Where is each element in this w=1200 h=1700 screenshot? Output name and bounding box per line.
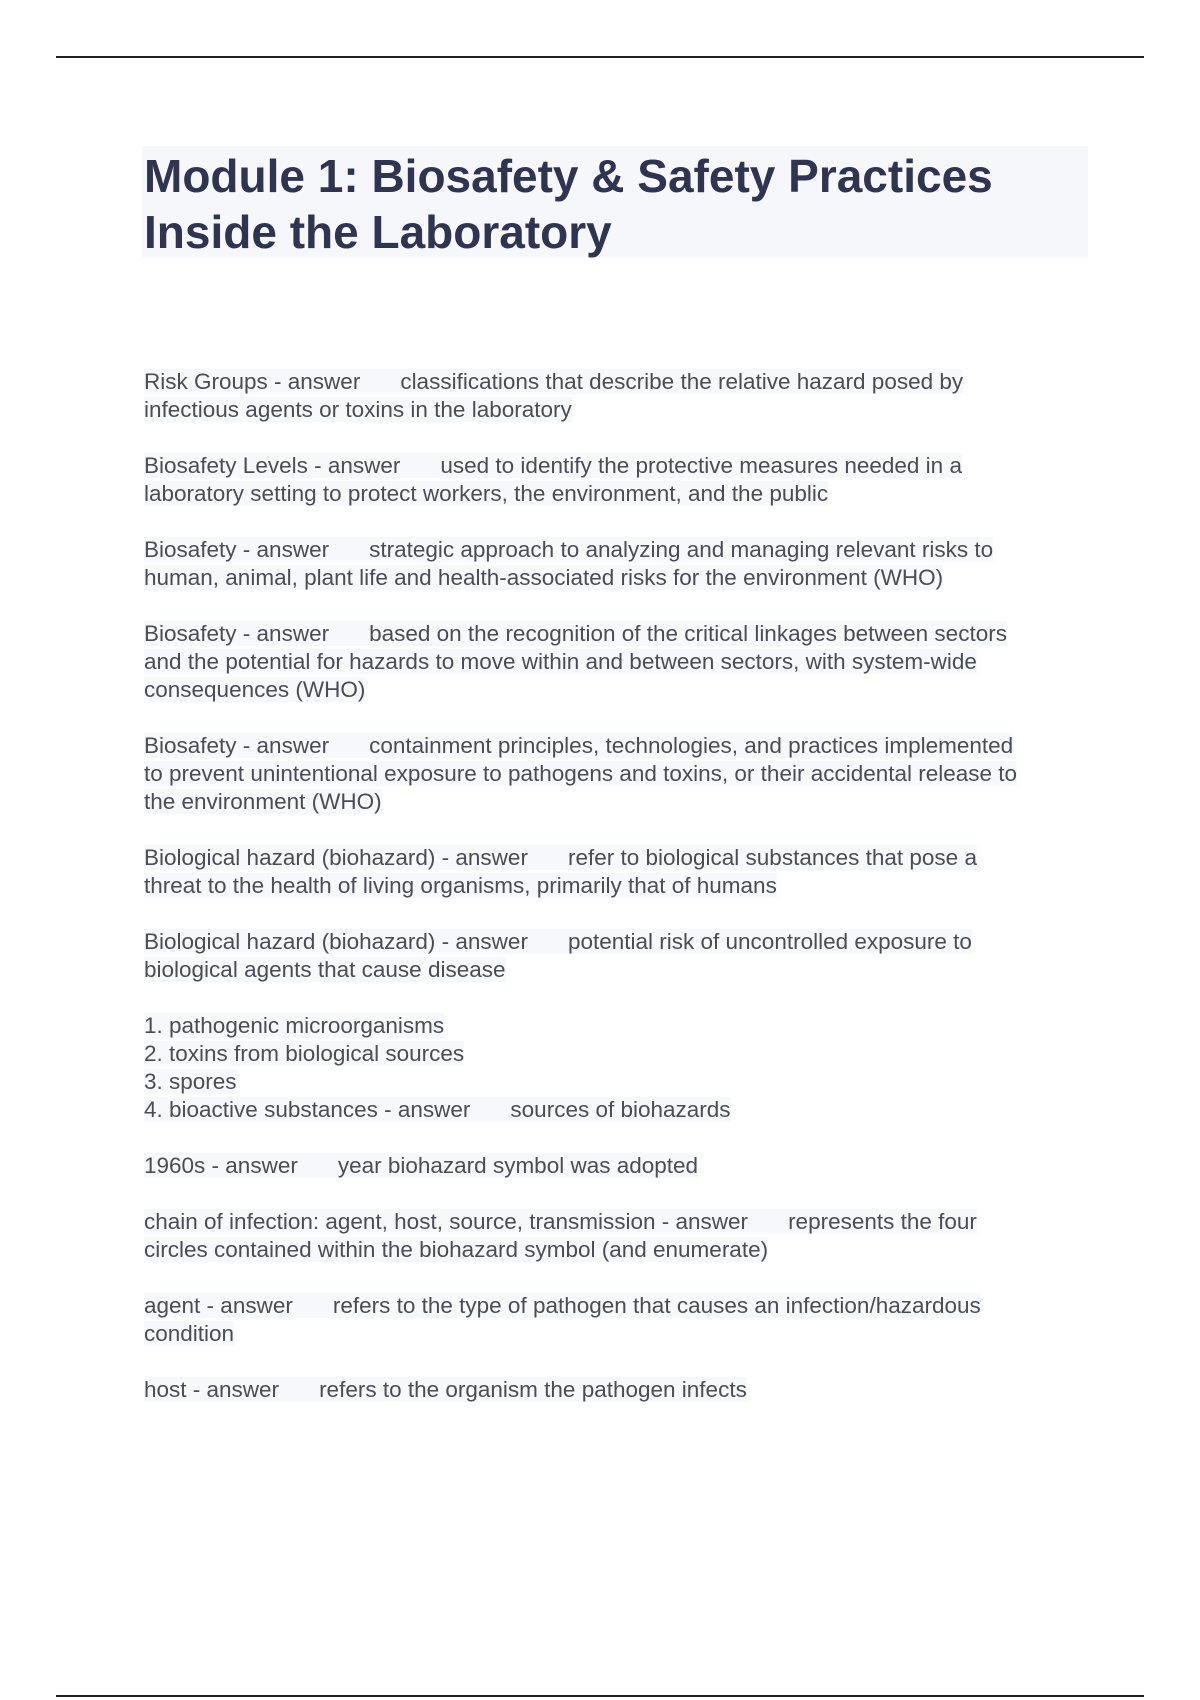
flashcard-entry xyxy=(144,1012,1088,1124)
document-page xyxy=(144,146,1088,1432)
entry-line xyxy=(144,1376,1088,1404)
entry-line xyxy=(144,872,1088,900)
entry-text: biological agents that cause disease xyxy=(144,957,506,982)
entry-text: 3. spores xyxy=(144,1069,237,1094)
entry-line xyxy=(144,564,1088,592)
entry-definition: year biohazard symbol was adopted xyxy=(337,1153,699,1178)
entry-definition: refers to the type of pathogen that causes an infection/hazardous xyxy=(332,1293,981,1318)
entry-term: Biosafety - answer xyxy=(144,537,330,562)
flashcard-list xyxy=(144,368,1088,1404)
flashcard-entry xyxy=(144,452,1088,508)
entry-term: 1960s - answer xyxy=(144,1153,298,1178)
top-rule xyxy=(56,56,1144,58)
entry-line xyxy=(144,1152,1088,1180)
entry-line xyxy=(144,956,1088,984)
entry-term: Biosafety - answer xyxy=(144,621,330,646)
title-block xyxy=(142,146,1088,258)
entry-line xyxy=(144,844,1088,872)
entry-term: Biological hazard (biohazard) - answer xyxy=(144,845,528,870)
bottom-rule xyxy=(56,1695,1144,1697)
entry-text: 1. pathogenic microorganisms xyxy=(144,1013,445,1038)
entry-term: 4. bioactive substances - answer xyxy=(144,1097,471,1122)
entry-line xyxy=(144,1096,1088,1124)
flashcard-entry xyxy=(144,536,1088,592)
entry-definition: potential risk of uncontrolled exposure to xyxy=(567,929,972,954)
entry-line xyxy=(144,928,1088,956)
entry-definition: based on the recognition of the critical linkages between sectors xyxy=(369,621,1007,646)
entry-line xyxy=(144,1012,1088,1040)
flashcard-entry xyxy=(144,620,1088,704)
entry-text: the environment (WHO) xyxy=(144,789,382,814)
entry-line xyxy=(144,760,1088,788)
entry-text: threat to the health of living organisms, primarily that of humans xyxy=(144,873,777,898)
entry-line xyxy=(144,648,1088,676)
flashcard-entry xyxy=(144,928,1088,984)
entry-definition: represents the four xyxy=(788,1209,977,1234)
entry-line xyxy=(144,1236,1088,1264)
flashcard-entry xyxy=(144,732,1088,816)
entry-definition: refer to biological substances that pose a xyxy=(567,845,977,870)
entry-line xyxy=(144,480,1088,508)
entry-term: agent - answer xyxy=(144,1293,293,1318)
entry-text: human, animal, plant life and health-associated risks for the environment (WHO) xyxy=(144,565,944,590)
entry-line xyxy=(144,368,1088,396)
entry-term: Biosafety - answer xyxy=(144,733,330,758)
entry-line xyxy=(144,620,1088,648)
entry-term: Biological hazard (biohazard) - answer xyxy=(144,929,528,954)
entry-definition: containment principles, technologies, and practices implemented xyxy=(369,733,1014,758)
entry-term: host - answer xyxy=(144,1377,280,1402)
entry-term: Risk Groups - answer xyxy=(144,369,361,394)
entry-definition: used to identify the protective measures needed in a xyxy=(440,453,962,478)
entry-text: infectious agents or toxins in the laboratory xyxy=(144,397,572,422)
flashcard-entry xyxy=(144,368,1088,424)
entry-definition: refers to the organism the pathogen infects xyxy=(319,1377,747,1402)
entry-text: consequences (WHO) xyxy=(144,677,366,702)
entry-text: 2. toxins from biological sources xyxy=(144,1041,465,1066)
flashcard-entry xyxy=(144,1208,1088,1264)
entry-definition: strategic approach to analyzing and managing relevant risks to xyxy=(369,537,994,562)
entry-line xyxy=(144,536,1088,564)
page-title: Module 1: Biosafety & Safety Practices Inside the Laboratory xyxy=(144,150,993,258)
entry-text: laboratory setting to protect workers, the environment, and the public xyxy=(144,481,829,506)
entry-term: Biosafety Levels - answer xyxy=(144,453,401,478)
entry-line xyxy=(144,1292,1088,1320)
entry-term: chain of infection: agent, host, source, transmission - answer xyxy=(144,1209,749,1234)
entry-line xyxy=(144,452,1088,480)
flashcard-entry xyxy=(144,1292,1088,1348)
flashcard-entry xyxy=(144,1376,1088,1404)
entry-definition: sources of biohazards xyxy=(510,1097,731,1122)
entry-text: and the potential for hazards to move within and between sectors, with system-wide xyxy=(144,649,977,674)
entry-text: condition xyxy=(144,1321,235,1346)
entry-line xyxy=(144,1320,1088,1348)
entry-line xyxy=(144,732,1088,760)
flashcard-entry xyxy=(144,1152,1088,1180)
entry-text: circles contained within the biohazard symbol (and enumerate) xyxy=(144,1237,769,1262)
entry-text: to prevent unintentional exposure to pathogens and toxins, or their accidental release to xyxy=(144,761,1018,786)
entry-line xyxy=(144,788,1088,816)
entry-line xyxy=(144,396,1088,424)
entry-line xyxy=(144,676,1088,704)
entry-line xyxy=(144,1068,1088,1096)
entry-line xyxy=(144,1040,1088,1068)
entry-line xyxy=(144,1208,1088,1236)
flashcard-entry xyxy=(144,844,1088,900)
entry-definition: classifications that describe the relative hazard posed by xyxy=(400,369,964,394)
